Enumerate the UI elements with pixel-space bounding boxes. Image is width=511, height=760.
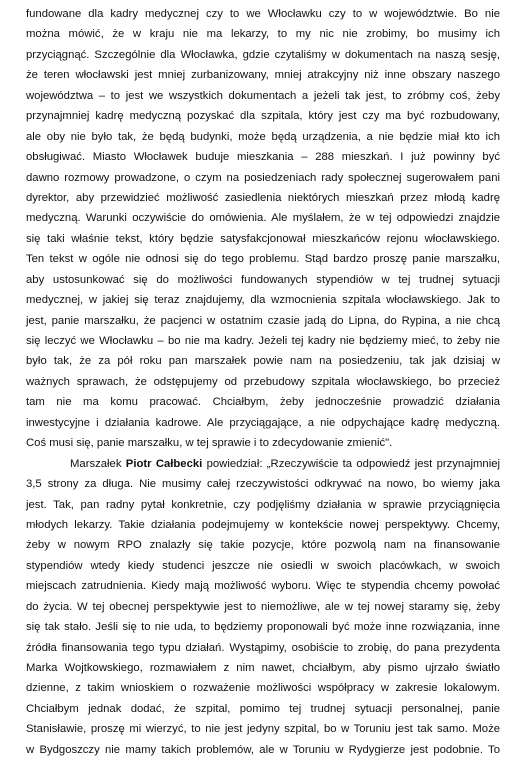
text-line: inwestycyjne i działania kadrowe. Ale przyciągające, a nie odpychające kadrę medyczną. (26, 416, 500, 429)
text-line: jest, panie marszałku, że pacjenci w ostatnim czasie jadą do Lipna, do Rypina, a nie chcą (26, 314, 500, 327)
speaker-name: Piotr Całbecki (125, 457, 203, 470)
text-line: w Bydgoszczy nie mamy takich problemów, ale w Toruniu w Rydygierze jest podobnie. To (26, 743, 500, 756)
text-line: obsługiwać. Miasto Włocławek buduje mieszkania – 288 mieszkań. I już powinny być (26, 151, 500, 164)
text-line: stypendiów wtedy kiedy studenci jeszcze nie osiedli w swoich placówkach, w swoich (26, 559, 500, 572)
text-line: źródła finansowania tego typu działań. Wystąpimy, osobiście to zrobię, do pana prezydenta (26, 641, 500, 654)
text-line: dzienne, z takim wnioskiem o rozważenie możliwości współpracy w zakresie lokalowym. (26, 682, 500, 695)
text-line: Chciałbym jednak dodać, że szpital, pomimo tej trudnej sytuacji personalnej, panie (26, 702, 500, 715)
text-line: województwa – to jest we wszystkich dokumentach a jeżeli tak jest, to zróbmy coś, żeby (26, 89, 500, 102)
paragraph-1 (26, 4, 500, 454)
text-line: 3,5 strony za długa. Nie musimy całej rzeczywistości odkrywać na nowo, bo wiemy jaka (26, 478, 500, 491)
text-line: fundowane dla kadry medycznej czy to we Włocławku czy to w województwie. Bo nie (26, 8, 500, 20)
text-line: Stanisławie, proszę mi wierzyć, to nie jest jedyny szpital, bo w Toruniu jest tak samo. Może (26, 723, 500, 736)
text-line: Ten tekst w ogóle nie odnosi się do tego problemu. Stąd bardzo proszę panie marszałku, (26, 253, 500, 266)
text-line: miejscach zatrudnienia. Kiedy mają możliwość wyboru. Więc te stypendia chcemy powołać (26, 580, 500, 593)
document-body (26, 4, 500, 760)
speaker-line-rest: powiedział: „Rzeczywiście ta odpowiedź jest przynajmniej (202, 457, 500, 470)
text-line: że teren włocławski jest mniej zurbanizowany, mniej atrakcyjny niż inne obszary naszego (26, 69, 500, 82)
text-line: można mówić, że w kraju nie ma lekarzy, to my nic nie zrobimy, bo musimy ich (26, 28, 500, 41)
text-line: ale oby nie było tak, że będą budynki, może będą urządzenia, a nie będzie miał kto ich (26, 130, 500, 143)
text-line: młodych lekarzy. Takie działania podejmujemy w kontekście nowej perspektywy. Chcemy, (26, 518, 500, 531)
paragraph-2 (26, 454, 500, 760)
text-line: żeby w nowym RPO znalazły się takie pozycje, które pozwolą nam na finansowanie (26, 539, 500, 552)
text-line: do życia. W tej obecnej perspektywie jest to niemożliwe, ale w tej nowej staramy się, żeby (26, 600, 500, 613)
text-line: się tak stało. Jeśli się to nie uda, to będziemy proponowali być może inne rozwiązania, inne (26, 621, 500, 634)
text-line: Coś musi się, panie marszałku, w tej sprawie i to zdecydowanie zmienić". (26, 437, 393, 450)
text-line: przyciągnąć. Szczególnie dla Włocławka, gdzie czytaliśmy w dokumentach na naszą sesję, (26, 48, 500, 61)
text-line: dawno rozmowy prowadzone, o czym na posiedzeniach rady społecznej sugerowałem pani (26, 171, 500, 184)
text-line: dyrektor, aby przewidzieć możliwość zasiedlenia niektórych mieszkań przez młodą kadrę (26, 191, 500, 204)
text-line: medycznej, w jakiej się teraz znajdujemy, dla wzmocnienia szpitala włocławskiego. Jak to (26, 294, 500, 307)
speaker-line (26, 454, 500, 474)
text-line: medyczną. Warunki oczywiście do omówienia. Ale myślałem, że w tej odpowiedzi znajdzie (26, 212, 500, 225)
text-line: jest. Tak, pan radny pytał konkretnie, czy podjęliśmy działania w sprawie przyciągnięcia (26, 498, 500, 511)
text-line: było tak, że za pół roku pan marszałek powie nam na posiedzeniu, tak jak dzisiaj w (26, 355, 500, 368)
text-line: się leczyć we Włocławku – bo nie ma kadry. Jeżeli tej kadry nie będziemy mieć, to żeby nie (26, 335, 500, 347)
text-line: ważnych sprawach, że odstępujemy od przebudowy szpitala włocławskiego, bo przecież (26, 375, 500, 388)
text-line: aby ustosunkować się do możliwości fundowanych stypendiów w tej trudnej sytuacji (26, 273, 500, 286)
text-line: tam nie ma komu pracować. Chciałbym, żeby jednocześnie prowadzić działania (26, 396, 500, 409)
text-line: przynajmniej kadrę medyczną pozyskać dla szpitala, który jest czy ma być rozbudowany, (26, 110, 500, 123)
text-line: Marka Wojtkowskiego, rozmawiałem z nim nawet, chciałbym, aby pismo ujrzało światło (26, 662, 500, 674)
speaker-prefix: Marszałek (70, 457, 126, 470)
text-line: się taki właśnie tekst, który będzie satysfakcjonował mieszkańców rejonu włocławskiego. (26, 232, 500, 245)
